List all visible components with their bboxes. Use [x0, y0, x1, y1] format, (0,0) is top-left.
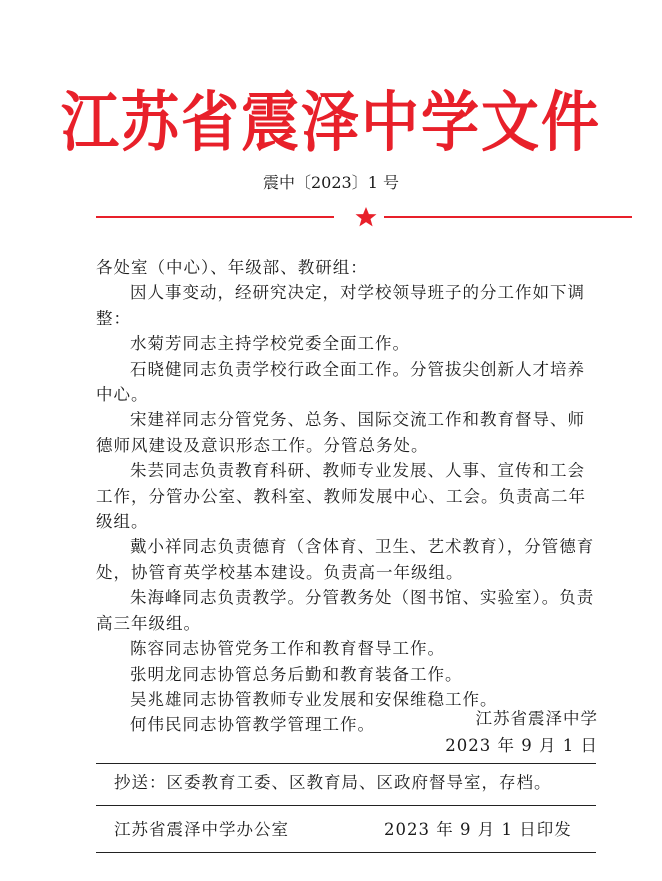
issuer: 江苏省震泽中学办公室 — [114, 820, 289, 839]
star-icon — [354, 205, 378, 229]
body-paragraph: 因人事变动，经研究决定，对学校领导班子的分工作如下调整： — [96, 283, 585, 328]
body-paragraph: 吴兆雄同志协管教师专业发展和安保维稳工作。 — [130, 689, 498, 709]
cc-line: 抄送：区委教育工委、区教育局、区政府督导室，存档。 — [114, 773, 552, 792]
document-number: 震中〔2023〕1 号 — [263, 173, 399, 192]
body-paragraph: 陈容同志协管党务工作和教育督导工作。 — [130, 639, 445, 659]
print-date: 2023 年 9 月 1 日印发 — [384, 820, 572, 839]
body-paragraph: 朱海峰同志负责教学。分管教务处（图书馆、实验室）。负责高三年级组。 — [96, 588, 595, 633]
footer-divider-top — [96, 763, 596, 764]
signature-org: 江苏省震泽中学 — [475, 709, 598, 728]
body-paragraph: 何伟民同志协管教学管理工作。 — [130, 715, 375, 735]
body-paragraph: 石晓健同志负责学校行政全面工作。分管拔尖创新人才培养中心。 — [96, 359, 585, 405]
red-divider-left — [96, 216, 334, 218]
body-paragraph: 朱芸同志负责教育科研、教师专业发展、人事、宣传和工会工作，分管办公室、教科室、教师发展中心、工会。负责高二年级组。 — [96, 461, 586, 532]
red-divider-right — [384, 216, 632, 218]
signature-date: 2023 年 9 月 1 日 — [445, 736, 598, 755]
salutation: 各处室（中心）、年级部、教研组： — [96, 258, 368, 277]
body-paragraph: 戴小祥同志负责德育（含体育、卫生、艺术教育），分管德育处，协管育英学校基本建设。负责高一年级组。 — [96, 537, 595, 582]
body-paragraph: 张明龙同志协管总务后勤和教育装备工作。 — [130, 664, 463, 684]
footer-divider-bottom — [96, 852, 596, 853]
footer-divider-middle — [96, 805, 596, 806]
document-title: 江苏省震泽中学文件 — [60, 83, 601, 161]
document-body — [96, 255, 600, 738]
body-paragraph: 水菊芳同志主持学校党委全面工作。 — [130, 334, 410, 354]
body-paragraph: 宋建祥同志分管党务、总务、国际交流工作和教育督导、师德师风建设及意识形态工作。分管总务处。 — [96, 410, 585, 455]
